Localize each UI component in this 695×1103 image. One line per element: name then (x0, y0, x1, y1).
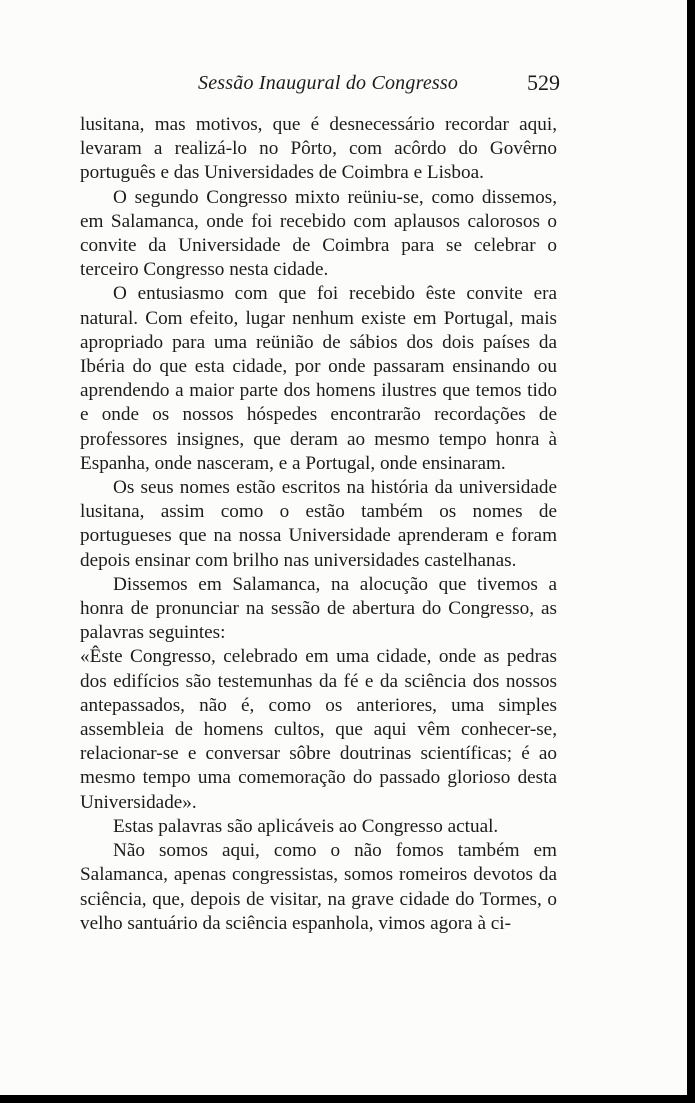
paragraph-2: O segundo Congresso mixto reüniu-se, como dissemos, em Salamanca, onde foi recebido com aplausos calorosos o convite da Universidade de Coimbra para se celebrar o terceiro Congresso nesta cidade. (80, 186, 557, 281)
page-header (80, 70, 560, 104)
running-title: Sessão Inaugural do Congresso (198, 72, 459, 94)
body-text (80, 113, 557, 936)
paragraph-7: Estas palavras são aplicáveis ao Congresso actual. (113, 815, 499, 837)
scan-edge-right (687, 0, 695, 1103)
paragraph-5: Dissemos em Salamanca, na alocução que tivemos a honra de pronunciar na sessão de abertura do Congresso, as palavras seguintes: (80, 573, 557, 644)
scan-edge-bottom (0, 1095, 695, 1103)
page-number: 529 (527, 70, 560, 95)
quotation-paragraph: «Êste Congresso, celebrado em uma cidade, onde as pedras dos edifícios são testemunhas da fé e da sciência dos nossos antepassados, não é, como os anteriores, uma simples assembleia de homens cultos, que aqui vêm conhecer-se, relacionar-se e conversar sôbre doutrinas scientíficas; é ao mesmo tempo uma comemoração do passado glorioso desta Universidade». (80, 646, 557, 813)
paragraph-8: Não somos aqui, como o não fomos também em Salamanca, apenas congressistas, somos romeiros devotos da sciência, que, depois de visitar, na grave cidade do Tormes, o velho santuário da sciência espanhola, vimos agora à ci- (80, 840, 557, 934)
paragraph-4: Os seus nomes estão escritos na história da universidade lusitana, assim como o estão também os nomes de portugueses que na nossa Universidade aprenderam e foram depois ensinar com brilho nas universidades castelhanas. (80, 477, 557, 571)
paragraph-1: lusitana, mas motivos, que é desnecessário recordar aqui, levaram a realizá-lo no Pôrto, com acôrdo do Govêrno português e das Universidades de Coimbra e Lisboa. (80, 114, 557, 184)
paragraph-3: O entusiasmo com que foi recebido êste convite era natural. Com efeito, lugar nenhum existe em Portugal, mais apropriado para uma reünião de sábios dos dois países da Ibéria do que esta cidade, por onde passaram ensinando ou aprendendo a maior parte dos homens ilustres que temos tido e onde os nossos hóspedes encontrarão recordações de professores insignes, que deram ao mesmo tempo honra à Espanha, onde nasceram, e a Portugal, onde ensinaram. (80, 283, 557, 474)
